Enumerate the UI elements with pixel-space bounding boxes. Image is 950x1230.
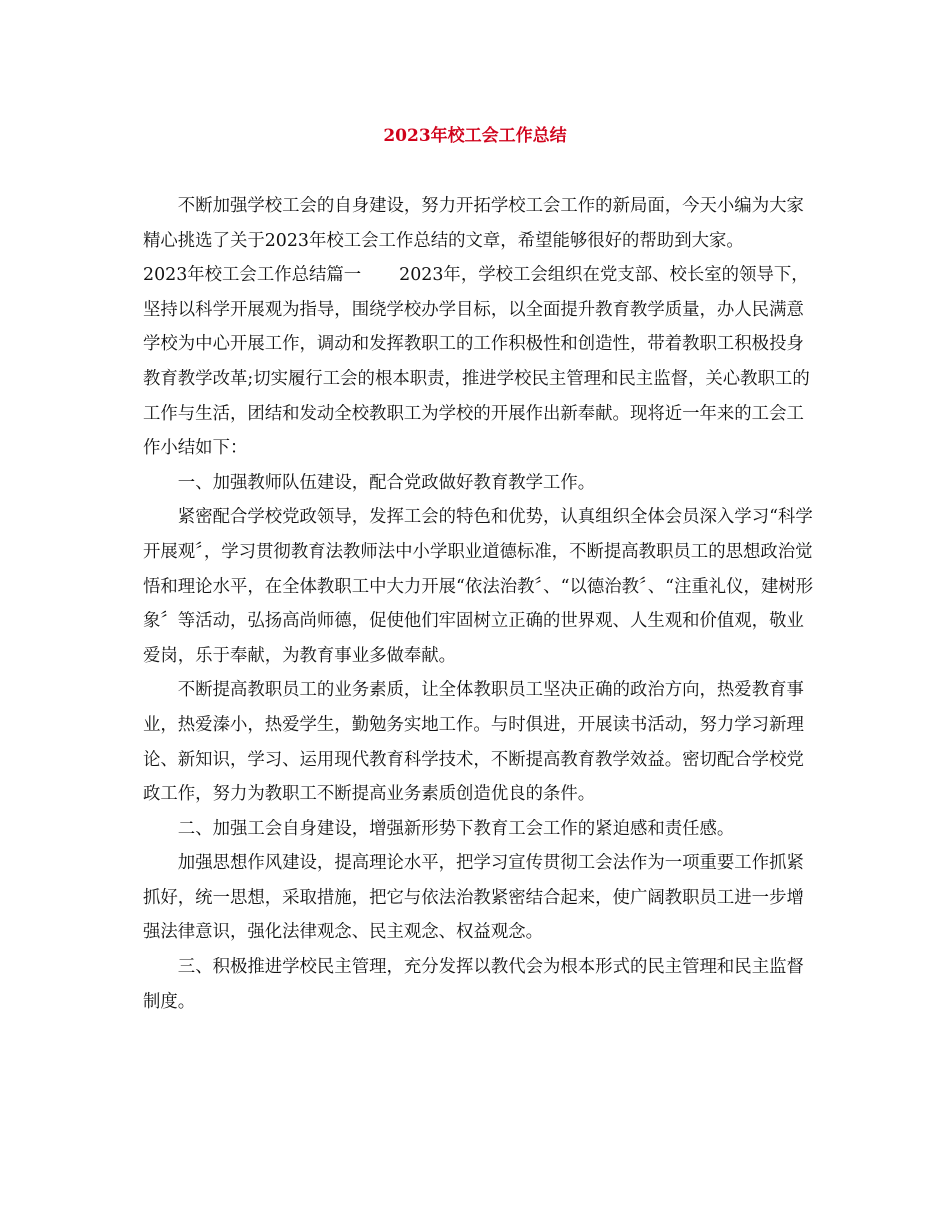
document-title: 2023年校工会工作总结 bbox=[383, 126, 567, 146]
section-paragraph bbox=[143, 258, 815, 466]
section-heading: 2023年校工会工作总结篇一 bbox=[143, 265, 362, 286]
document-body bbox=[143, 189, 815, 1019]
body-paragraph: 一、加强教师队伍建设，配合党政做好教育教学工作。 bbox=[177, 472, 596, 493]
intro-paragraph: 不断加强学校工会的自身建设，努力开拓学校工会工作的新局面，今天小编为大家精心挑选了关于2023年校工会工作总结的文章，希望能够很好的帮助到大家。 bbox=[143, 196, 804, 251]
section-lead: 2023年，学校工会组织在党支部、校长室的领导下，坚持以科学开展观为指导，围绕学校办学目标，以全面提升教育教学质量，办人民满意学校为中心开展工作，调动和发挥教职工的工作积极性和创造性，带着教职工积极投身教育教学改革;切实履行工会的根本职责，推进学校民主管理和民主监督，关心教职工的工作与生活，团结和发动全校教职工为学校的开展作出新奉献。现将近一年来的工会工作小结如下： bbox=[143, 265, 810, 459]
body-paragraph: 二、加强工会自身建设，增强新形势下教育工会工作的紧迫感和责任感。 bbox=[177, 818, 735, 839]
body-paragraph: 三、积极推进学校民主管理，充分发挥以教代会为根本形式的民主管理和民主监督制度。 bbox=[143, 957, 804, 1012]
body-paragraph: 加强思想作风建设，提高理论水平，把学习宣传贯彻工会法作为一项重要工作抓紧抓好，统一思想，采取措施，把它与依法治教紧密结合起来，使广阔教职员工进一步增强法律意识，强化法律观念、民主观念、权益观念。 bbox=[143, 853, 804, 943]
body-paragraph: 紧密配合学校党政领导，发挥工会的特色和优势，认真组织全体会员深入学习“科学开展观〞，学习贯彻教育法教师法中小学职业道德标准，不断提高教职员工的思想政治觉悟和理论水平，在全体教职工中大力开展“依法治教〞、“以德治教〞、“注重礼仪，建树形象〞等活动，弘扬高尚师德，促使他们牢固树立正确的世界观、人生观和价值观，敬业爱岗，乐于奉献，为教育事业多做奉献。 bbox=[143, 507, 814, 666]
body-paragraph: 不断提高教职员工的业务素质，让全体教职员工坚决正确的政治方向，热爱教育事业，热爱溱小，热爱学生，勤勉务实地工作。与时俱进，开展读书活动，努力学习新理论、新知识，学习、运用现代教育科学技术，不断提高教育教学效益。密切配合学校党政工作，努力为教职工不断提高业务素质创造优良的条件。 bbox=[143, 680, 804, 805]
